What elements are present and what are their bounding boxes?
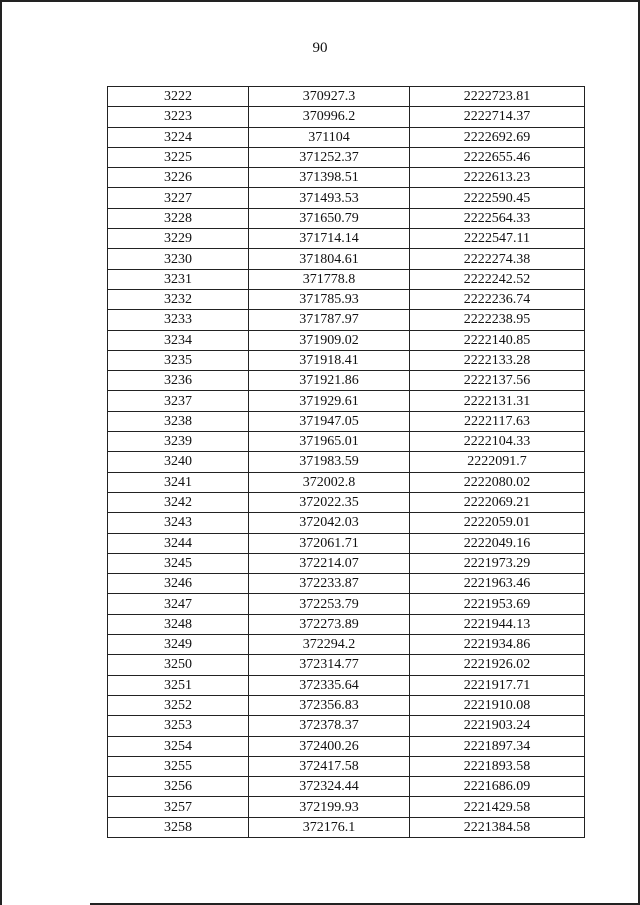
point-number-cell: 3238 (108, 411, 249, 431)
x-coordinate-cell: 371493.53 (249, 188, 410, 208)
table-row (108, 330, 585, 350)
table-row (108, 472, 585, 492)
table-row (108, 675, 585, 695)
x-coordinate-cell: 371714.14 (249, 229, 410, 249)
table-row (108, 188, 585, 208)
x-coordinate-cell: 371983.59 (249, 452, 410, 472)
y-coordinate-cell: 2221973.29 (410, 553, 585, 573)
y-coordinate-cell: 2222091.7 (410, 452, 585, 472)
table-row (108, 310, 585, 330)
y-coordinate-cell: 2222547.11 (410, 229, 585, 249)
x-coordinate-cell: 371804.61 (249, 249, 410, 269)
y-coordinate-cell: 2222564.33 (410, 208, 585, 228)
x-coordinate-cell: 370996.2 (249, 107, 410, 127)
y-coordinate-cell: 2222140.85 (410, 330, 585, 350)
y-coordinate-cell: 2222104.33 (410, 432, 585, 452)
point-number-cell: 3247 (108, 594, 249, 614)
table-row (108, 269, 585, 289)
point-number-cell: 3245 (108, 553, 249, 573)
y-coordinate-cell: 2221903.24 (410, 716, 585, 736)
x-coordinate-cell: 372273.89 (249, 614, 410, 634)
table-row (108, 817, 585, 837)
point-number-cell: 3236 (108, 371, 249, 391)
table-row (108, 107, 585, 127)
x-coordinate-cell: 372356.83 (249, 695, 410, 715)
x-coordinate-cell: 372061.71 (249, 533, 410, 553)
table-row (108, 574, 585, 594)
y-coordinate-cell: 2221893.58 (410, 756, 585, 776)
x-coordinate-cell: 371787.97 (249, 310, 410, 330)
point-number-cell: 3237 (108, 391, 249, 411)
point-number-cell: 3254 (108, 736, 249, 756)
page-border-top (0, 0, 640, 2)
point-number-cell: 3246 (108, 574, 249, 594)
x-coordinate-cell: 370927.3 (249, 87, 410, 107)
point-number-cell: 3257 (108, 797, 249, 817)
x-coordinate-cell: 372233.87 (249, 574, 410, 594)
table-row (108, 452, 585, 472)
point-number-cell: 3223 (108, 107, 249, 127)
y-coordinate-cell: 2222242.52 (410, 269, 585, 289)
table-row (108, 533, 585, 553)
x-coordinate-cell: 372314.77 (249, 655, 410, 675)
point-number-cell: 3255 (108, 756, 249, 776)
x-coordinate-cell: 372417.58 (249, 756, 410, 776)
x-coordinate-cell: 372002.8 (249, 472, 410, 492)
table-row (108, 289, 585, 309)
table-row (108, 756, 585, 776)
y-coordinate-cell: 2222049.16 (410, 533, 585, 553)
point-number-cell: 3256 (108, 777, 249, 797)
point-number-cell: 3252 (108, 695, 249, 715)
table-row (108, 371, 585, 391)
coordinates-table (107, 86, 585, 838)
point-number-cell: 3234 (108, 330, 249, 350)
table-row (108, 716, 585, 736)
point-number-cell: 3229 (108, 229, 249, 249)
point-number-cell: 3258 (108, 817, 249, 837)
point-number-cell: 3225 (108, 147, 249, 167)
point-number-cell: 3241 (108, 472, 249, 492)
y-coordinate-cell: 2222069.21 (410, 492, 585, 512)
y-coordinate-cell: 2222655.46 (410, 147, 585, 167)
y-coordinate-cell: 2222692.69 (410, 127, 585, 147)
x-coordinate-cell: 371929.61 (249, 391, 410, 411)
y-coordinate-cell: 2222059.01 (410, 513, 585, 533)
table-row (108, 777, 585, 797)
coordinates-table-body (108, 87, 585, 838)
y-coordinate-cell: 2221917.71 (410, 675, 585, 695)
table-row (108, 411, 585, 431)
table-row (108, 208, 585, 228)
table-row (108, 655, 585, 675)
y-coordinate-cell: 2221934.86 (410, 635, 585, 655)
x-coordinate-cell: 372324.44 (249, 777, 410, 797)
point-number-cell: 3232 (108, 289, 249, 309)
table-row (108, 147, 585, 167)
table-row (108, 513, 585, 533)
x-coordinate-cell: 372294.2 (249, 635, 410, 655)
y-coordinate-cell: 2221953.69 (410, 594, 585, 614)
page-number: 90 (312, 40, 328, 56)
table-row (108, 695, 585, 715)
table-row (108, 553, 585, 573)
table-row (108, 492, 585, 512)
y-coordinate-cell: 2222714.37 (410, 107, 585, 127)
point-number-cell: 3239 (108, 432, 249, 452)
point-number-cell: 3226 (108, 168, 249, 188)
point-number-cell: 3228 (108, 208, 249, 228)
point-number-cell: 3233 (108, 310, 249, 330)
x-coordinate-cell: 371252.37 (249, 147, 410, 167)
y-coordinate-cell: 2222236.74 (410, 289, 585, 309)
table-row (108, 391, 585, 411)
y-coordinate-cell: 2221897.34 (410, 736, 585, 756)
x-coordinate-cell: 372042.03 (249, 513, 410, 533)
point-number-cell: 3250 (108, 655, 249, 675)
x-coordinate-cell: 372022.35 (249, 492, 410, 512)
x-coordinate-cell: 371650.79 (249, 208, 410, 228)
point-number-cell: 3224 (108, 127, 249, 147)
point-number-cell: 3240 (108, 452, 249, 472)
table-row (108, 350, 585, 370)
point-number-cell: 3248 (108, 614, 249, 634)
x-coordinate-cell: 371918.41 (249, 350, 410, 370)
x-coordinate-cell: 372176.1 (249, 817, 410, 837)
y-coordinate-cell: 2222613.23 (410, 168, 585, 188)
y-coordinate-cell: 2221429.58 (410, 797, 585, 817)
x-coordinate-cell: 371398.51 (249, 168, 410, 188)
table-row (108, 635, 585, 655)
point-number-cell: 3243 (108, 513, 249, 533)
table-row (108, 797, 585, 817)
y-coordinate-cell: 2222238.95 (410, 310, 585, 330)
table-row (108, 594, 585, 614)
x-coordinate-cell: 372400.26 (249, 736, 410, 756)
y-coordinate-cell: 2222590.45 (410, 188, 585, 208)
point-number-cell: 3235 (108, 350, 249, 370)
y-coordinate-cell: 2221910.08 (410, 695, 585, 715)
point-number-cell: 3230 (108, 249, 249, 269)
table-row (108, 127, 585, 147)
page-border-left (0, 0, 2, 905)
y-coordinate-cell: 2222117.63 (410, 411, 585, 431)
table-row (108, 736, 585, 756)
table-row (108, 229, 585, 249)
x-coordinate-cell: 372378.37 (249, 716, 410, 736)
y-coordinate-cell: 2222080.02 (410, 472, 585, 492)
point-number-cell: 3231 (108, 269, 249, 289)
point-number-cell: 3251 (108, 675, 249, 695)
y-coordinate-cell: 2221384.58 (410, 817, 585, 837)
point-number-cell: 3227 (108, 188, 249, 208)
y-coordinate-cell: 2222131.31 (410, 391, 585, 411)
table-row (108, 249, 585, 269)
x-coordinate-cell: 371965.01 (249, 432, 410, 452)
y-coordinate-cell: 2222133.28 (410, 350, 585, 370)
x-coordinate-cell: 371778.8 (249, 269, 410, 289)
x-coordinate-cell: 371947.05 (249, 411, 410, 431)
x-coordinate-cell: 372253.79 (249, 594, 410, 614)
y-coordinate-cell: 2221944.13 (410, 614, 585, 634)
x-coordinate-cell: 372335.64 (249, 675, 410, 695)
y-coordinate-cell: 2221686.09 (410, 777, 585, 797)
x-coordinate-cell: 372199.93 (249, 797, 410, 817)
table-row (108, 168, 585, 188)
point-number-cell: 3249 (108, 635, 249, 655)
y-coordinate-cell: 2221926.02 (410, 655, 585, 675)
x-coordinate-cell: 372214.07 (249, 553, 410, 573)
x-coordinate-cell: 371104 (249, 127, 410, 147)
point-number-cell: 3253 (108, 716, 249, 736)
point-number-cell: 3242 (108, 492, 249, 512)
x-coordinate-cell: 371785.93 (249, 289, 410, 309)
table-row (108, 87, 585, 107)
point-number-cell: 3244 (108, 533, 249, 553)
point-number-cell: 3222 (108, 87, 249, 107)
y-coordinate-cell: 2221963.46 (410, 574, 585, 594)
table-row (108, 614, 585, 634)
table-row (108, 432, 585, 452)
x-coordinate-cell: 371921.86 (249, 371, 410, 391)
y-coordinate-cell: 2222137.56 (410, 371, 585, 391)
y-coordinate-cell: 2222274.38 (410, 249, 585, 269)
x-coordinate-cell: 371909.02 (249, 330, 410, 350)
y-coordinate-cell: 2222723.81 (410, 87, 585, 107)
